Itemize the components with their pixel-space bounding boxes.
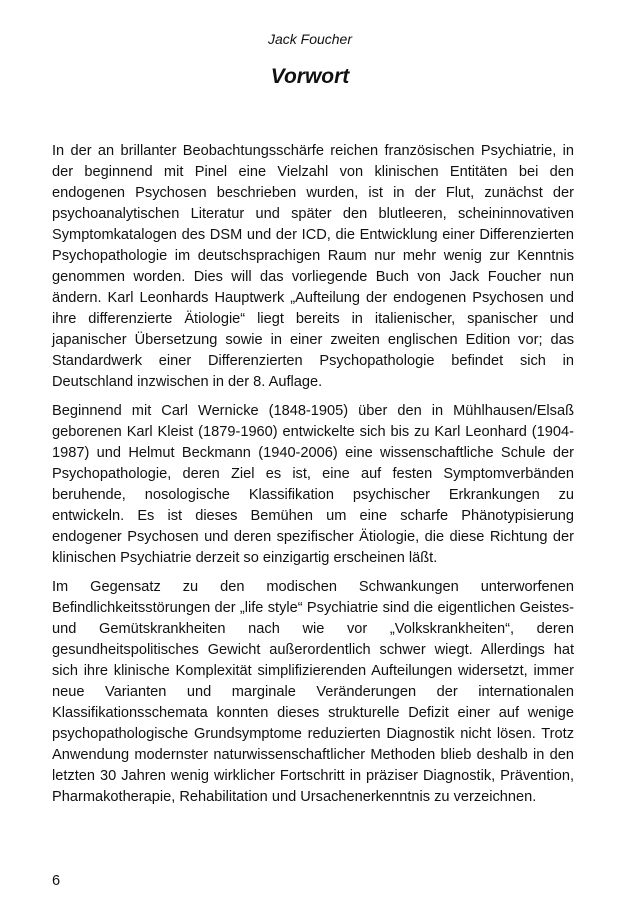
paragraph-2: Beginnend mit Carl Wernicke (1848-1905) über den in Mühlhausen/Elsaß geborenen Karl Kleist (1879-1960) entwickelte sich bis zu Karl Leonhard (1904-1987) und Helmut Beckmann (1940-2006) eine wissenschaftliche Schule der Psychopathologie, deren Ziel es ist, eine auf festen Symptomverbänden beruhende, nosologische Klassifikation psychischer Erkrankungen zu entwickeln. Es ist dieses Bemühen um eine scharfe Phänotypisierung endogener Psychosen und deren spezifischer Ätiologie, die diese Richtung der klinischen Psychiatrie derzeit so einzigartig erscheinen läßt. [52,403,574,566]
paragraph-3: Im Gegensatz zu den modischen Schwankungen unterworfenen Befindlichkeitsstörungen der „life style“ Psychiatrie sind die eigentlichen Geistes- und Gemütskrankheiten nach wie vor „Volkskrankheiten“, deren gesundheitspolitisches Gewicht außerordentlich schwer wiegt. Allerdings hat sich ihre klinische Komplexität simplifizierenden Aufteilungen widersetzt, immer neue Varianten und marginale Veränderungen der internationalen Klassifikationsschemata konnten dieses strukturelle Defizit einer auf wenige psychopathologische Grundsymptome reduzierten Diagnostik nicht lösen. Trotz Anwendung modernster naturwissenschaftlicher Methoden blieb deshalb in den letzten 30 Jahren wenig wirklicher Fortschritt in präziser Diagnostik, Prävention, Pharmakotherapie, Rehabilitation und Ursachenerkenntnis zu verzeichnen. [52,579,574,805]
page-number: 6 [52,873,61,889]
chapter-title: Vorwort [270,65,350,88]
running-header-author: Jack Foucher [267,31,353,47]
paragraph-1: In der an brillanter Beobachtungsschärfe reichen französischen Psychiatrie, in der beginnend mit Pinel eine Vielzahl von klinischen Entitäten bei den endogenen Psychosen beschrieben wurden, ist in der Flut, zunächst der psychoanalytischen Literatur und später den blutleeren, scheininnovativen Symptomkatalogen des DSM und der ICD, die Entwicklung einer Differenzierten Psychopathologie im deutschsprachigen Raum nur mehr wenig zur Kenntnis genommen worden. Dies will das vorliegende Buch von Jack Foucher nun ändern. Karl Leonhards Hauptwerk „Aufteilung der endogenen Psychosen und ihre differenzierte Ätiologie“ liegt bereits in italienischer, spanischer und japanischer Übersetzung sowie in einer zweiten englischen Edition vor; das Standardwerk einer Differenzierten Psychopathologie befindet sich in Deutschland inzwischen in der 8. Auflage. [52,143,574,390]
body-text [52,141,574,816]
